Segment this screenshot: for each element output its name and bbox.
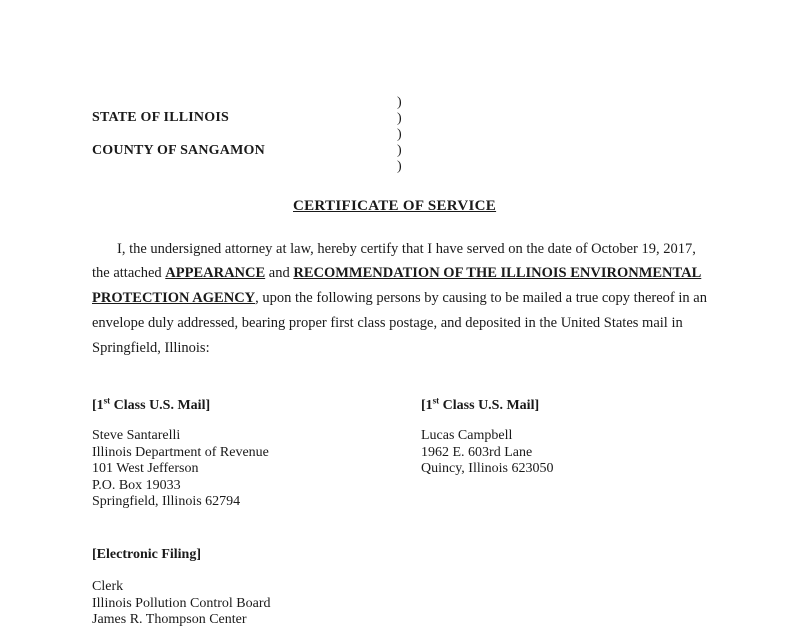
address-block-electronic xyxy=(92,579,271,629)
address-line: James R. Thompson Center xyxy=(92,612,247,627)
address-line: Lucas Campbell xyxy=(421,428,513,443)
address-line: Springfield, Illinois 62794 xyxy=(92,494,241,509)
service-heading-right xyxy=(421,395,540,414)
heading-superscript: st xyxy=(103,395,111,406)
address-line: 1962 E. 603rd Lane xyxy=(421,444,533,460)
body-text: and xyxy=(265,265,294,281)
heading-text: [1 xyxy=(421,398,433,413)
address-block-right xyxy=(421,428,553,478)
address-line: P.O. Box 19033 xyxy=(92,477,181,493)
caption-paren: ) xyxy=(397,159,402,174)
heading-text: Class U.S. Mail] xyxy=(110,398,211,413)
service-heading-electronic: [Electronic Filing] xyxy=(92,547,201,562)
certificate-title: CERTIFICATE OF SERVICE xyxy=(293,198,497,214)
body-line-3 xyxy=(92,290,707,307)
body-line-5: Springfield, Illinois: xyxy=(92,340,210,356)
body-line-2 xyxy=(92,265,701,282)
document-name-recommendation-cont: PROTECTION AGENCY xyxy=(92,290,256,306)
address-line: Illinois Department of Revenue xyxy=(92,444,269,460)
service-heading-left xyxy=(92,395,211,414)
heading-superscript: st xyxy=(432,395,440,406)
address-block-left xyxy=(92,428,269,511)
address-line: Clerk xyxy=(92,579,124,594)
body-text: the attached xyxy=(92,265,166,281)
address-line: Steve Santarelli xyxy=(92,428,181,443)
address-line: Quincy, Illinois 623050 xyxy=(421,461,554,476)
heading-text: [1 xyxy=(92,398,104,413)
caption-county: COUNTY OF SANGAMON xyxy=(92,143,265,158)
address-line: 101 West Jefferson xyxy=(92,461,199,476)
caption-paren: ) xyxy=(397,111,402,126)
address-line: Illinois Pollution Control Board xyxy=(92,595,271,611)
body-line-4: envelope duly addressed, bearing proper first class postage, and deposited in the United States mail in xyxy=(92,315,683,331)
caption-paren: ) xyxy=(397,127,402,142)
caption-state: STATE OF ILLINOIS xyxy=(92,110,229,125)
caption-paren: ) xyxy=(397,95,402,110)
body-line-1: I, the undersigned attorney at law, hereby certify that I have served on the date of October 19, 2017, xyxy=(117,241,696,257)
caption-paren: ) xyxy=(397,143,402,158)
body-text: , upon the following persons by causing to be mailed a true copy thereof in an xyxy=(255,290,707,306)
document-name-appearance: APPEARANCE xyxy=(165,265,266,281)
heading-text: Class U.S. Mail] xyxy=(439,398,540,413)
document-name-recommendation: RECOMMENDATION OF THE ILLINOIS ENVIRONMENTAL xyxy=(293,265,702,281)
